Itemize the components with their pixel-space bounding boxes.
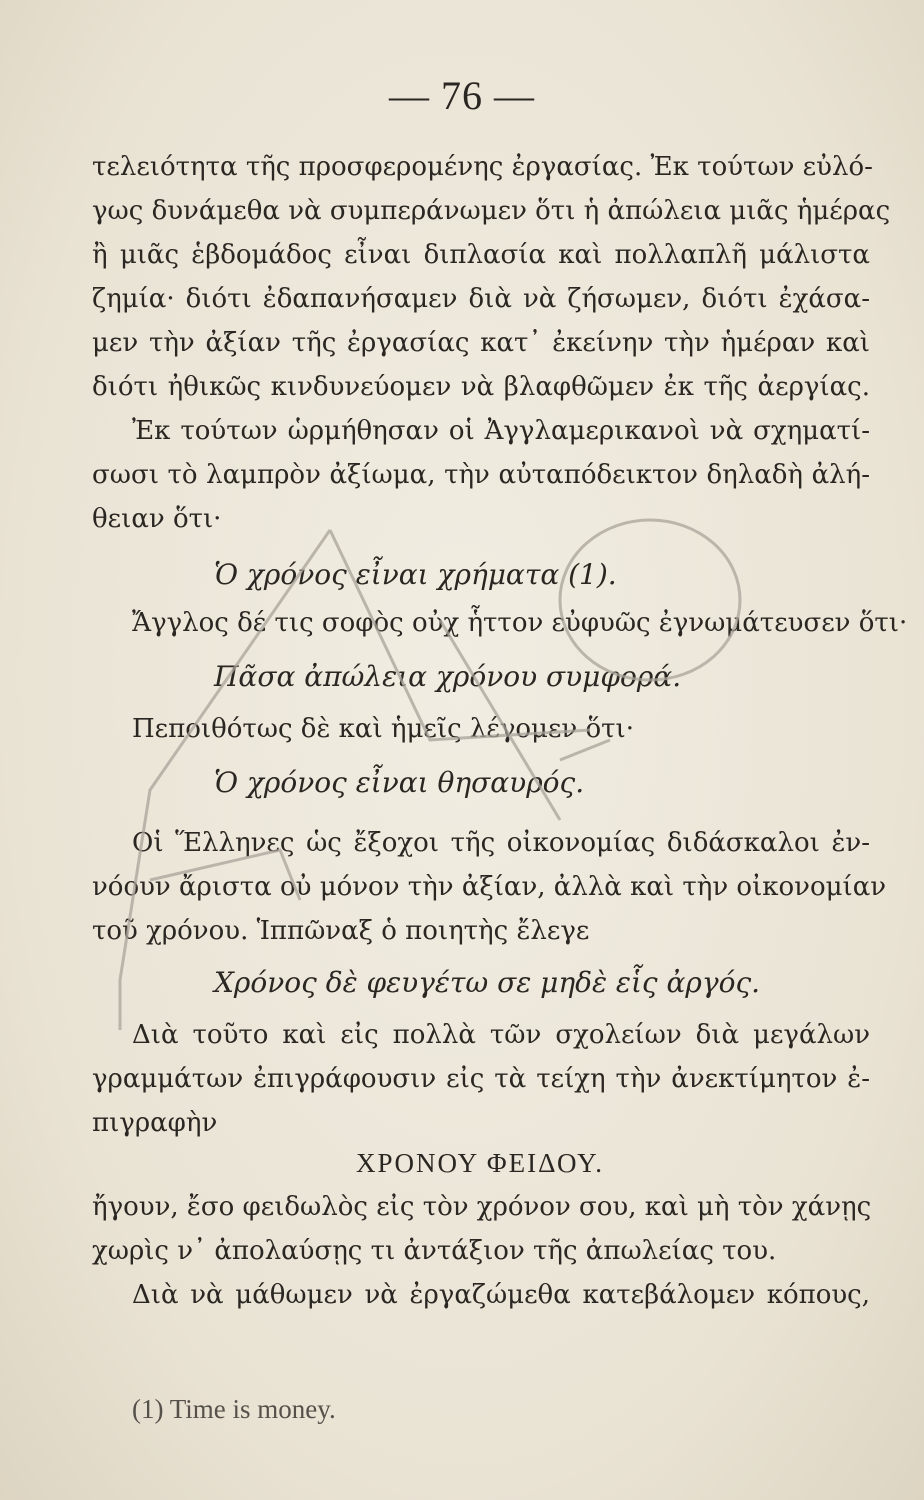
text-line-15: Οἱ Ἕλληνες ὡς ἔξοχοι τῆς οἰκονομίας διδάσκαλοι ἐν- [132,828,870,858]
text-line-2: γως δυνάμεθα νὰ συμπεράνωμεν ὅτι ἡ ἀπώλεια μιᾶς ἡμέρας [92,196,891,226]
text-line-25: Διὰ νὰ μάθωμεν νὰ ἐργαζώμεθα κατεβάλομεν κόπους, [132,1280,870,1310]
maxim-loss-of-time: Πᾶσα ἀπώλεια χρόνου συμφορά. [214,660,682,693]
text-line-4: ζημία· διότι ἐδαπανήσαμεν διὰ νὰ ζήσωμεν, διότι ἐχάσα- [92,284,870,314]
hipponax-verse: Χρόνος δὲ φευγέτω σε μηδὲ εἷς ἀργός. [214,966,761,999]
inscription-heading: ΧΡΟΝΟΥ ΦΕΙΔΟΥ. [356,1148,605,1178]
text-line-3: ἢ μιᾶς ἑβδομάδος εἶναι διπλασία καὶ πολλαπλῆ μάλιστα [92,240,870,270]
text-line-24: χωρὶς ν᾽ ἀπολαύσῃς τι ἀντάξιον τῆς ἀπωλείας του. [92,1236,777,1266]
text-line-17: τοῦ χρόνου. Ἱππῶναξ ὁ ποιητὴς ἔλεγε [92,916,590,946]
page-number: — 76 — [389,73,535,118]
text-line-5: μεν τὴν ἀξίαν τῆς ἐργασίας κατ᾽ ἐκείνην τὴν ἡμέραν καὶ [92,328,870,358]
text-line-23: ἤγουν, ἔσο φειδωλὸς εἰς τὸν χρόνον σου, καὶ μὴ τὸν χάνῃς [92,1192,872,1222]
text-line-1: τελειότητα τῆς προσφερομένης ἐργασίας. Ἐκ τούτων εὐλό- [92,152,873,182]
text-line-11: Ἄγγλος δέ τις σοφὸς οὐχ ἧττον εὐφυῶς ἐγνωμάτευσεν ὅτι· [132,608,908,638]
text-line-19: Διὰ τοῦτο καὶ εἰς πολλὰ τῶν σχολείων διὰ μεγάλων [132,1020,870,1050]
text-line-16: νόουν ἄριστα οὐ μόνον τὴν ἀξίαν, ἀλλὰ καὶ τὴν οἰκονομίαν [92,872,887,902]
text-line-9: θειαν ὅτι· [92,504,222,534]
text-line-13: Πεποιθότως δὲ καὶ ἡμεῖς λέγομεν ὅτι· [132,714,634,744]
text-line-8: σωσι τὸ λαμπρὸν ἀξίωμα, τὴν αὐταπόδεικτον δηλαδὴ ἀλή- [92,460,870,490]
footnote: (1) Time is money. [132,1394,336,1424]
text-line-6: διότι ἠθικῶς κινδυνεύομεν νὰ βλαφθῶμεν ἐκ τῆς ἀεργίας. [92,372,870,402]
text-line-20: γραμμάτων ἐπιγράφουσιν εἰς τὰ τείχη τὴν ἀνεκτίμητον ἐ- [92,1064,870,1094]
maxim-time-is-money: Ὁ χρόνος εἶναι χρήματα (1). [214,558,617,591]
maxim-time-is-treasure: Ὁ χρόνος εἶναι θησαυρός. [214,766,585,799]
text-line-7: Ἐκ τούτων ὡρμήθησαν οἱ Ἀγγλαμερικανοὶ νὰ σχηματί- [132,416,870,446]
text-line-21: πιγραφὴν [92,1108,218,1138]
